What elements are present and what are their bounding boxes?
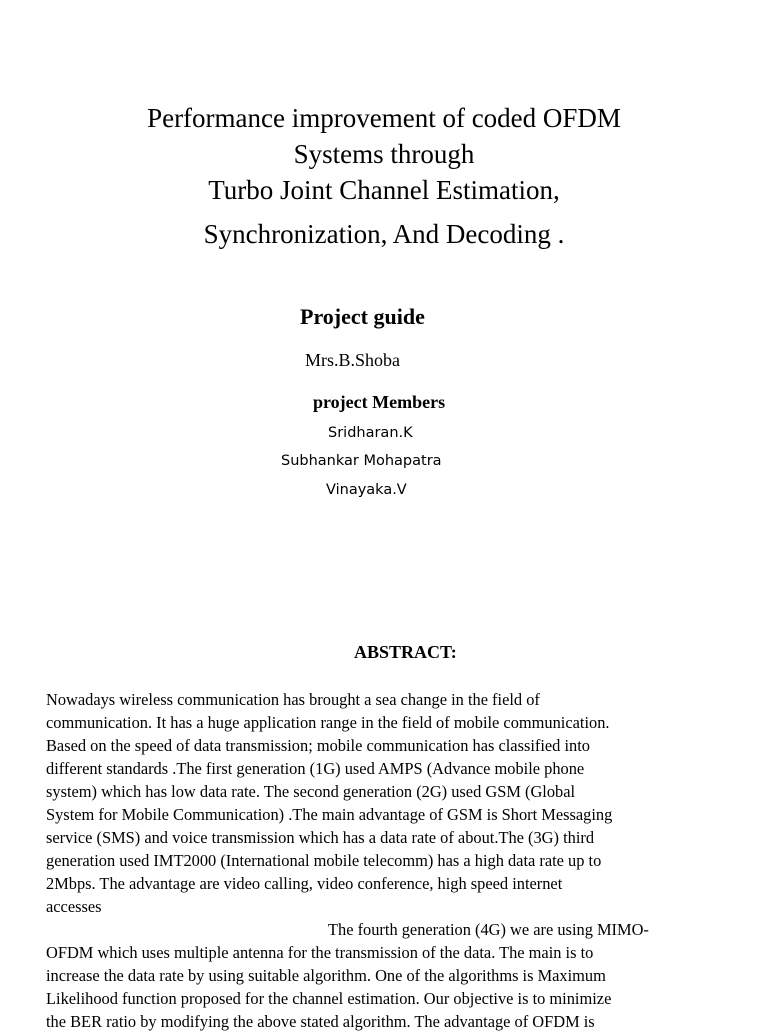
abstract-line: Nowadays wireless communication has brought a sea change in the field of bbox=[46, 690, 540, 709]
abstract-line: generation used IMT2000 (International mobile telecomm) has a high data rate up to bbox=[46, 851, 602, 870]
title-line: Turbo Joint Channel Estimation, bbox=[208, 175, 560, 205]
abstract-line: 2Mbps. The advantage are video calling, video conference, high speed internet bbox=[46, 874, 563, 893]
abstract-line: service (SMS) and voice transmission which has a data rate of about.The (3G) third bbox=[46, 828, 595, 847]
abstract-line: OFDM which uses multiple antenna for the transmission of the data. The main is to bbox=[46, 943, 594, 962]
abstract-line: communication. It has a huge application range in the field of mobile communication. bbox=[46, 713, 610, 732]
project-guide-name: Mrs.B.Shoba bbox=[305, 350, 401, 370]
project-member-name: Subhankar Mohapatra bbox=[281, 453, 442, 469]
abstract-line: Likelihood function proposed for the channel estimation. Our objective is to minimize bbox=[46, 989, 612, 1008]
abstract-line: accesses bbox=[46, 897, 102, 916]
project-member-name: Sridharan.K bbox=[328, 425, 413, 441]
title-line: Systems through bbox=[293, 139, 475, 169]
project-guide-heading: Project guide bbox=[300, 304, 425, 329]
abstract-body bbox=[46, 688, 726, 1033]
title-line: Synchronization, And Decoding . bbox=[203, 219, 565, 249]
abstract-line: increase the data rate by using suitable algorithm. One of the algorithms is Maximum bbox=[46, 966, 606, 985]
abstract-line: system) which has low data rate. The second generation (2G) used GSM (Global bbox=[46, 782, 576, 801]
title-line: Performance improvement of coded OFDM bbox=[147, 103, 621, 133]
abstract-line: different standards .The first generation (1G) used AMPS (Advance mobile phone bbox=[46, 759, 585, 778]
abstract-line: The fourth generation (4G) we are using MIMO- bbox=[328, 920, 649, 939]
document-title bbox=[0, 100, 768, 252]
project-member-name: Vinayaka.V bbox=[326, 482, 407, 498]
abstract-heading: ABSTRACT: bbox=[354, 642, 457, 662]
abstract-line: Based on the speed of data transmission; mobile communication has classified into bbox=[46, 736, 590, 755]
project-members-heading: project Members bbox=[313, 392, 446, 412]
abstract-line: the BER ratio by modifying the above stated algorithm. The advantage of OFDM is bbox=[46, 1012, 595, 1031]
abstract-line: System for Mobile Communication) .The main advantage of GSM is Short Messaging bbox=[46, 805, 613, 824]
